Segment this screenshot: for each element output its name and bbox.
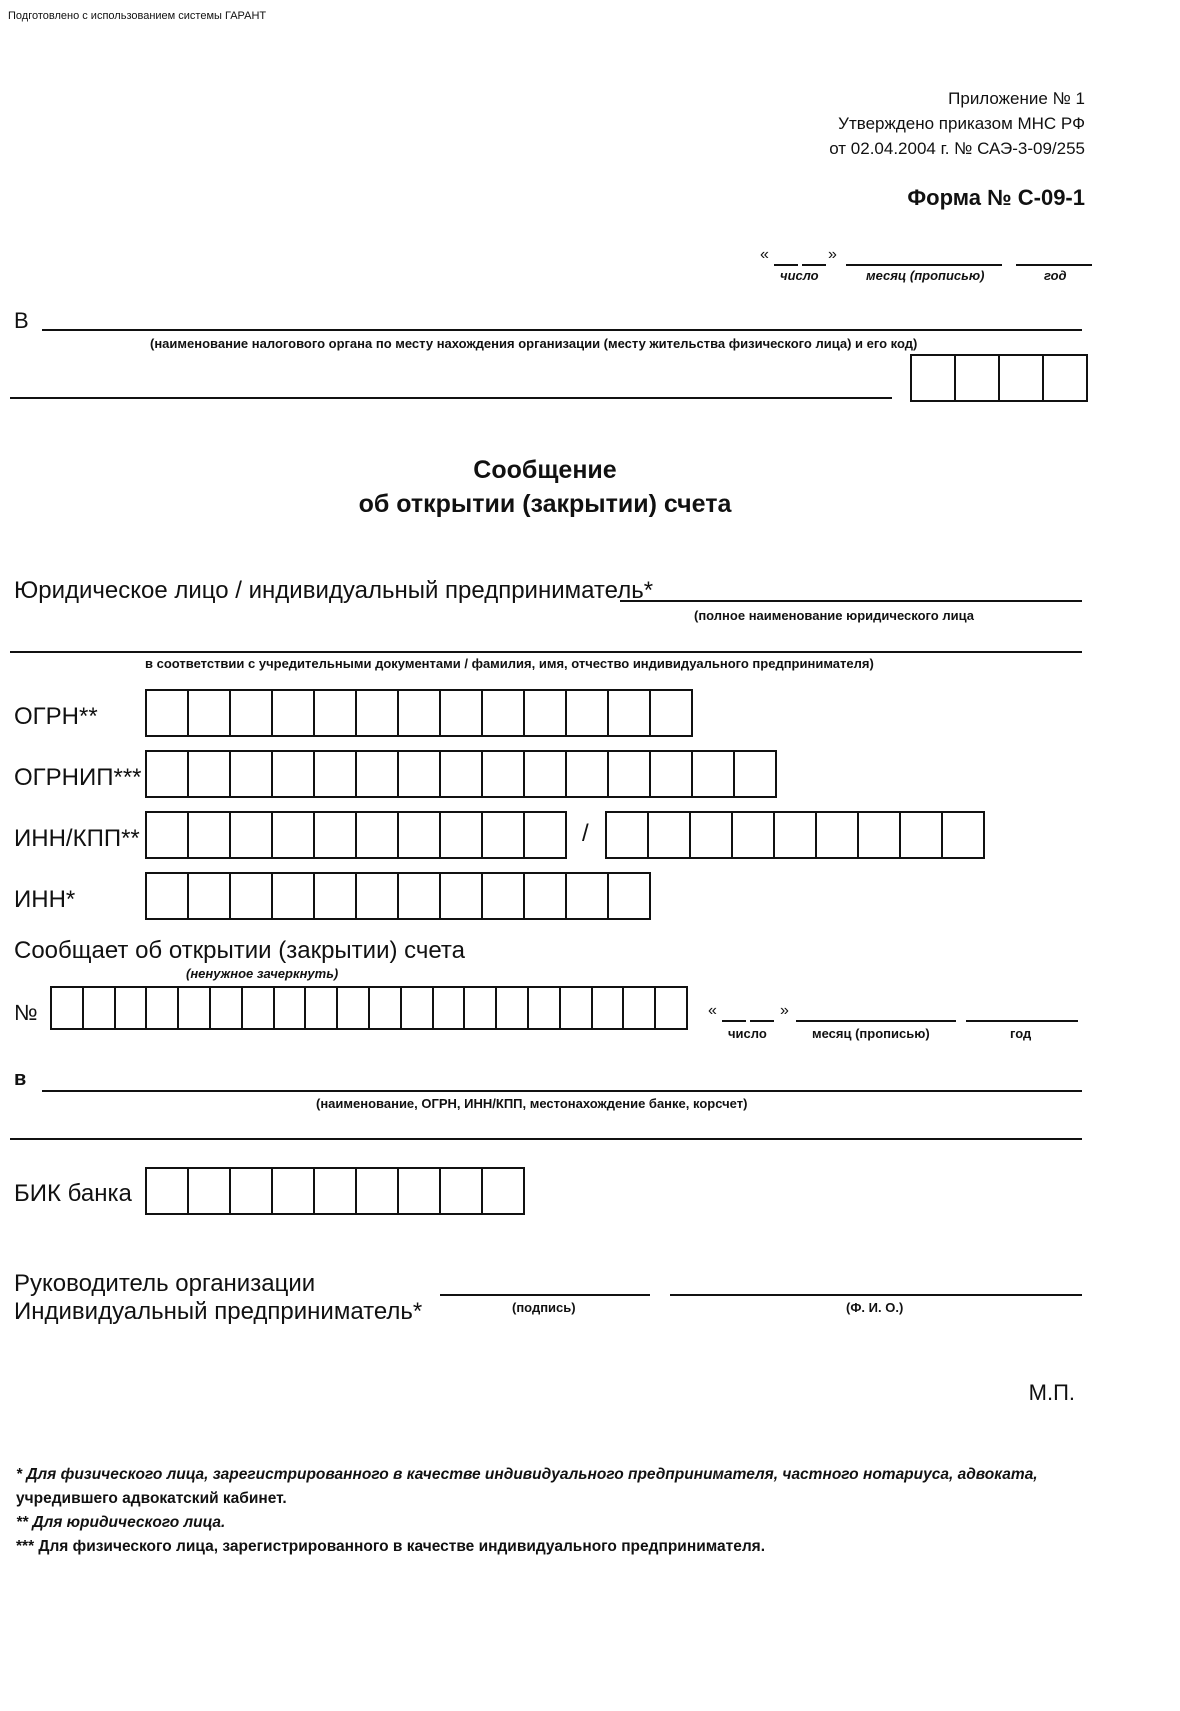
account-cells[interactable]: [50, 986, 688, 1030]
account-date-month-field[interactable]: [796, 1020, 956, 1022]
account-date-open-quote: «: [708, 1002, 717, 1019]
header-note: Подготовлено с использованием системы ГАРАНТ: [8, 10, 267, 22]
account-date-month-caption: месяц (прописью): [812, 1026, 930, 1041]
inn-kpp-separator: /: [582, 820, 589, 847]
bik-label: БИК банка: [14, 1180, 132, 1207]
kpp-cells[interactable]: [605, 811, 985, 859]
date-open-quote: «: [760, 246, 769, 263]
footnote-1b: учредившего адвокатский кабинет.: [16, 1490, 287, 1507]
entity-label: Юридическое лицо / индивидуальный предприниматель*: [14, 577, 654, 604]
account-date-day-field[interactable]: [722, 1020, 746, 1022]
footnote-3: *** Для физического лица, зарегистрированного в качестве индивидуального предпринимателя.: [16, 1538, 766, 1555]
account-date-day-field-2[interactable]: [750, 1020, 774, 1022]
tax-authority-field-2[interactable]: [10, 397, 892, 399]
form-number: Форма № С-09-1: [907, 185, 1085, 210]
ogrn-label: ОГРН**: [14, 703, 98, 730]
date-month-field[interactable]: [846, 264, 1002, 266]
date-day-field-2[interactable]: [802, 264, 826, 266]
tax-authority-caption: (наименование налогового органа по месту нахождения организации (месту жительства физического лица) и его код): [150, 336, 918, 351]
title-line-2: об открытии (закрытии) счета: [358, 490, 732, 518]
footnote-1a: * Для физического лица, зарегистрированного в качестве индивидуального предпринимателя, частного нотариуса, адвоката,: [16, 1466, 1038, 1483]
date-month-caption: месяц (прописью): [866, 268, 985, 283]
signature-role-1: Руководитель организации: [14, 1270, 316, 1297]
account-date: [708, 1002, 1088, 1052]
date-day-field[interactable]: [774, 264, 798, 266]
approval-line-2: Утверждено приказом МНС РФ: [838, 114, 1085, 133]
account-date-year-caption: год: [1010, 1026, 1032, 1041]
inn-only-cells[interactable]: [145, 872, 651, 920]
date-year-field[interactable]: [1016, 264, 1092, 266]
inn-label: ИНН*: [14, 886, 76, 913]
entity-name-field[interactable]: [620, 600, 1082, 602]
signature-role-2: Индивидуальный предприниматель*: [14, 1298, 423, 1325]
approval-block: [829, 86, 1085, 161]
bank-field-2[interactable]: [10, 1138, 1082, 1140]
inn-kpp-label: ИНН/КПП**: [14, 825, 140, 852]
footnote-2: ** Для юридического лица.: [16, 1514, 226, 1531]
fio-caption: (Ф. И. О.): [846, 1300, 904, 1315]
bank-prefix: в: [14, 1068, 27, 1090]
entity-caption-2: в соответствии с учредительными документами / фамилия, имя, отчество индивидуального предпринимателя): [145, 656, 874, 671]
inn-cells[interactable]: [145, 811, 567, 859]
entity-caption-1: (полное наименование юридического лица: [694, 608, 974, 623]
ogrnip-label: ОГРНИП***: [14, 764, 142, 791]
tax-authority-field[interactable]: [42, 329, 1082, 331]
approval-line-1: Приложение № 1: [948, 89, 1085, 108]
reports-label: Сообщает об открытии (закрытии) счета: [14, 937, 465, 964]
date-close-quote: »: [828, 246, 837, 263]
tax-authority-code-cells[interactable]: [910, 354, 1088, 402]
date-day-caption: число: [780, 268, 819, 283]
bik-cells[interactable]: [145, 1167, 525, 1215]
stamp-label: М.П.: [1028, 1380, 1075, 1405]
title-line-1: Сообщение: [473, 456, 617, 484]
account-date-year-field[interactable]: [966, 1020, 1078, 1022]
approval-line-3: от 02.04.2004 г. № САЭ-3-09/255: [829, 139, 1085, 158]
reports-note: (ненужное зачеркнуть): [186, 966, 339, 981]
tax-authority-prefix: В: [14, 308, 29, 333]
account-date-day-caption: число: [728, 1026, 767, 1041]
fio-field[interactable]: [670, 1294, 1082, 1296]
ogrnip-cells[interactable]: [145, 750, 777, 798]
signature-caption: (подпись): [512, 1300, 576, 1315]
ogrn-cells[interactable]: [145, 689, 693, 737]
account-date-close-quote: »: [780, 1002, 789, 1019]
date-year-caption: год: [1044, 268, 1067, 283]
entity-name-field-2[interactable]: [10, 651, 1082, 653]
bank-caption: (наименование, ОГРН, ИНН/КПП, местонахождение банке, корсчет): [316, 1096, 748, 1111]
date-top: [760, 246, 1090, 296]
account-prefix: №: [14, 1000, 38, 1025]
signature-field[interactable]: [440, 1294, 650, 1296]
bank-field[interactable]: [42, 1090, 1082, 1092]
